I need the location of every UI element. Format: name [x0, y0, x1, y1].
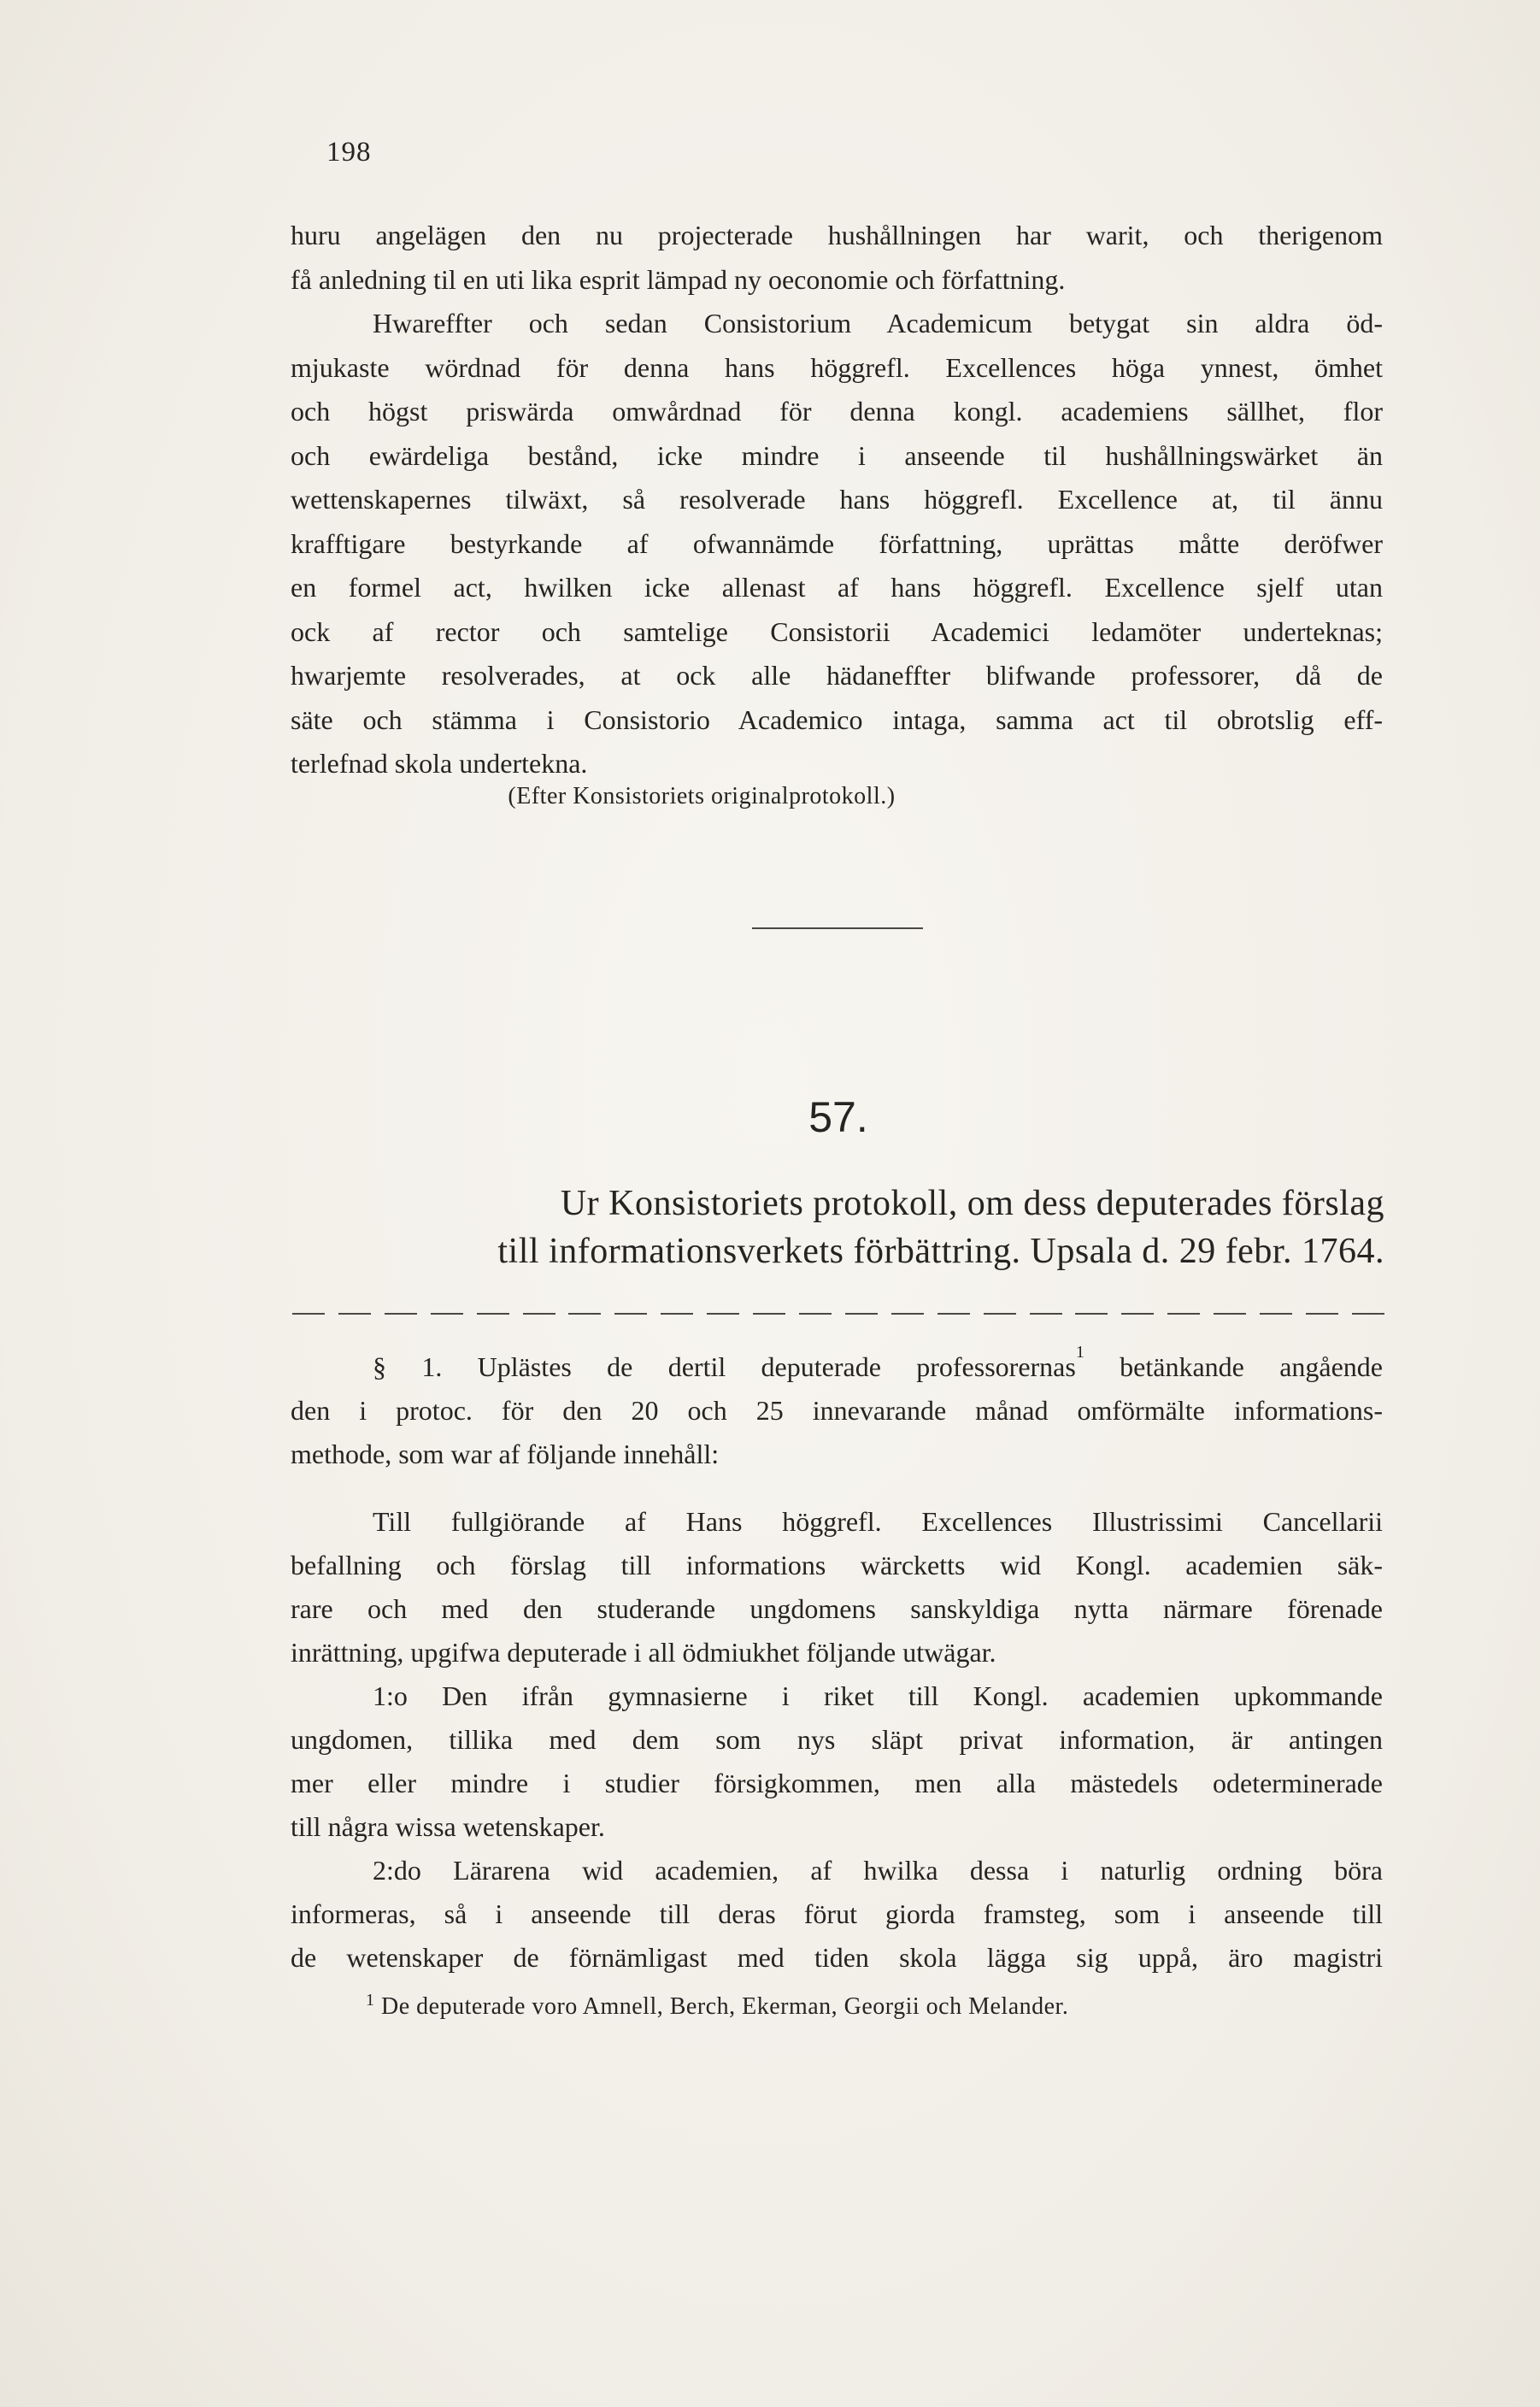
text-line: Hwareffter och sedan Consistorium Academicum betygat sin aldra öd-	[373, 308, 1383, 338]
text-line: terlefnad skola undertekna.	[291, 748, 588, 779]
section-title-line: Ur Konsistoriets protokoll, om dess deputerades förslag	[560, 1184, 1384, 1223]
section-number	[0, 1092, 1540, 1142]
text-line: 1:o Den ifrån gymnasierne i riket till Kongl. academien upkommande	[373, 1680, 1383, 1711]
text-line: och högst priswärda omwårdnad för denna kongl. academiens sällhet, flor	[291, 396, 1383, 427]
text-line: en formel act, hwilken icke allenast af hans höggrefl. Excellence sjelf utan	[291, 572, 1383, 603]
text-line: befallning och förslag till informations wärcketts wid Kongl. academien säk-	[291, 1550, 1383, 1580]
footnote-marker: 1	[366, 1991, 375, 2010]
section-title-line: till informationsverkets förbättring. Upsala d. 29 febr. 1764.	[497, 1232, 1384, 1271]
text-line: ock af rector och samtelige Consistorii Academici ledamöter underteknas;	[291, 615, 1383, 647]
text-line: 2:do Lärarena wid academien, af hwilka dessa i naturlig ordning böra	[373, 1855, 1383, 1886]
text-line: mjukaste wördnad för denna hans höggrefl. Excellences höga ynnest, ömhet	[291, 351, 1383, 383]
text-line: wettenskapernes tilwäxt, så resolverade hans höggrefl. Excellence at, til ännu	[291, 484, 1383, 515]
footnote-text: De deputerade voro Amnell, Berch, Ekerman, Georgii och Melander.	[374, 1993, 1069, 2020]
paragraph-gap	[291, 1476, 1383, 1500]
page-number: 198	[326, 137, 372, 168]
dashed-divider	[292, 1313, 1384, 1315]
text-line: ungdomen, tillika med dem som nys släpt privat information, är antingen	[291, 1724, 1383, 1755]
section-divider	[752, 927, 923, 929]
intro-paragraph	[291, 214, 1383, 786]
text-line: och ewärdeliga bestånd, icke mindre i anseende til hushållningswärket än	[291, 439, 1383, 471]
footnote	[366, 1993, 1068, 2021]
footnote-ref: 1	[1075, 1343, 1084, 1362]
text-line: huru angelägen den nu projecterade hushållningen har warit, och therigenom	[291, 220, 1383, 250]
source-citation	[0, 783, 1540, 810]
text-fragment: betänkande angående	[1084, 1351, 1384, 1382]
text-fragment: § 1. Uplästes de dertil deputerade professorernas	[373, 1351, 1076, 1382]
text-line: till några wissa wetenskaper.	[291, 1811, 605, 1842]
source-citation-text: (Efter Konsistoriets originalprotokoll.)	[508, 783, 896, 809]
text-line: de wetenskaper de förnämligast med tiden skola lägga sig uppå, äro magistri	[291, 1942, 1383, 1973]
body-text	[291, 1345, 1383, 1980]
text-line: methode, som war af följande innehåll:	[291, 1439, 720, 1469]
text-line: den i protoc. för den 20 och 25 innevarande månad omförmälte informations-	[291, 1395, 1383, 1426]
text-line: rare och med den studerande ungdomens sanskyldiga nytta närmare förenade	[291, 1593, 1383, 1624]
text-line: krafftigare bestyrkande af ofwannämde författning, uprättas måtte deröfwer	[291, 527, 1383, 559]
text-line: inrättning, upgifwa deputerade i all ödmiukhet följande utwägar.	[291, 1637, 996, 1668]
text-line: mer eller mindre i studier försigkommen, men alla mästedels odeterminerade	[291, 1768, 1383, 1798]
text-line: hwarjemte resolverades, at ock alle hädaneffter blifwande professorer, då de	[291, 660, 1383, 691]
text-line: få anledning til en uti lika esprit lämpad ny oeconomie och författning.	[291, 263, 1066, 295]
section-title	[376, 1180, 1384, 1275]
text-line	[291, 1345, 1383, 1389]
section-number-text: 57.	[808, 1093, 868, 1141]
text-line: Till fullgiörande af Hans höggrefl. Excellences Illustrissimi Cancellarii	[373, 1506, 1383, 1537]
text-line: informeras, så i anseende till deras förut giorda framsteg, som i anseende till	[291, 1898, 1383, 1929]
text-line: säte och stämma i Consistorio Academico intaga, samma act til obrotslig eff-	[291, 703, 1383, 735]
